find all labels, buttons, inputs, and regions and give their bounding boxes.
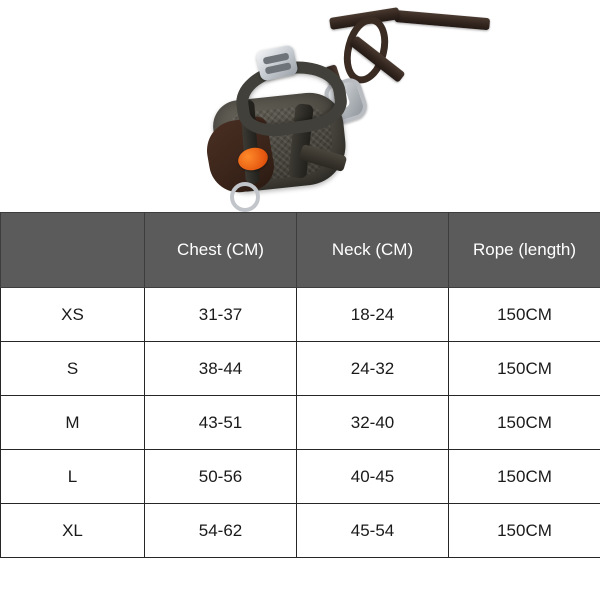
- size-chart-table: [0, 212, 600, 558]
- cell-size: M: [1, 396, 145, 450]
- cell-chest: 54-62: [145, 504, 297, 558]
- cell-chest: 43-51: [145, 396, 297, 450]
- product-photo: [0, 0, 600, 212]
- cell-chest: 38-44: [145, 342, 297, 396]
- table-row: [1, 504, 600, 558]
- cell-neck: 32-40: [297, 396, 449, 450]
- buckle-slot: [265, 62, 292, 74]
- cell-chest: 50-56: [145, 450, 297, 504]
- leash-strap-icon: [394, 10, 490, 30]
- table-row: [1, 288, 600, 342]
- cell-neck: 24-32: [297, 342, 449, 396]
- table-row: [1, 396, 600, 450]
- column-header-chest: Chest (CM): [145, 213, 297, 288]
- table-row: [1, 342, 600, 396]
- column-header-neck: Neck (CM): [297, 213, 449, 288]
- size-chart-table-wrapper: [0, 212, 600, 558]
- d-ring-icon: [230, 182, 260, 212]
- column-header-rope: Rope (length): [449, 213, 600, 288]
- table-header: [1, 213, 600, 288]
- table-body: [1, 288, 600, 558]
- cell-rope: 150CM: [449, 450, 600, 504]
- cell-neck: 18-24: [297, 288, 449, 342]
- cell-size: XS: [1, 288, 145, 342]
- cell-neck: 45-54: [297, 504, 449, 558]
- cell-size: L: [1, 450, 145, 504]
- table-header-row: [1, 213, 600, 288]
- table-row: [1, 450, 600, 504]
- column-header-size: [1, 213, 145, 288]
- cell-rope: 150CM: [449, 504, 600, 558]
- cell-rope: 150CM: [449, 396, 600, 450]
- cell-size: XL: [1, 504, 145, 558]
- cell-size: S: [1, 342, 145, 396]
- cell-rope: 150CM: [449, 288, 600, 342]
- cell-rope: 150CM: [449, 342, 600, 396]
- cell-chest: 31-37: [145, 288, 297, 342]
- cell-neck: 40-45: [297, 450, 449, 504]
